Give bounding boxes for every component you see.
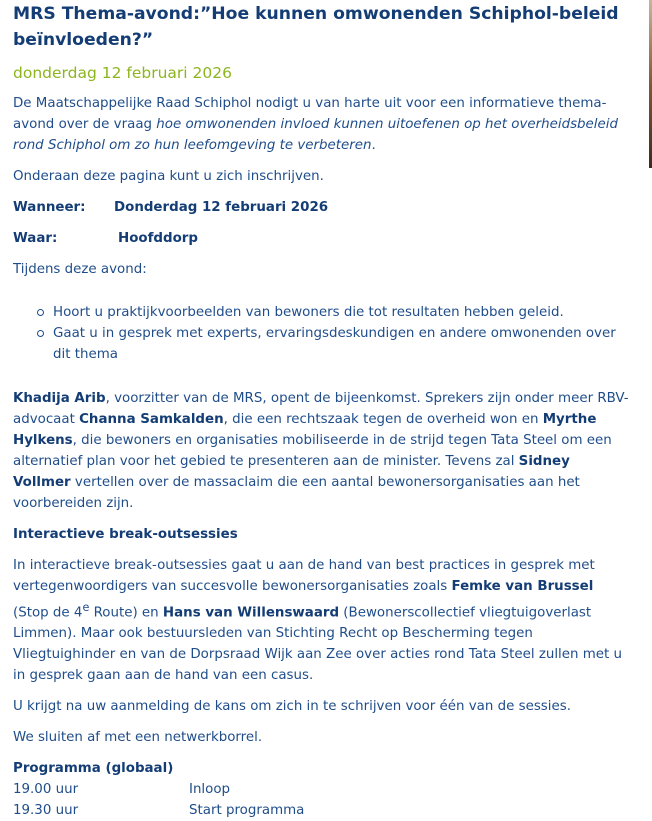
where-row [13,228,631,249]
intro-emphasis: hoe omwonenden invloed kunnen uitoefenen op het overheidsbeleid rond Schiphol om zo hun leefomgeving te verbeteren [13,117,618,153]
when-value: Donderdag 12 februari 2026 [114,200,329,215]
when-label: Wanneer: [13,200,86,215]
breakout-text: (Stop de 4 [13,605,83,621]
closing-note: We sluiten af met een netwerkborrel. [13,730,263,746]
program-item: Start programma [189,803,305,819]
page-title: MRS Thema-avond:”Hoe kunnen omwonenden Schiphol-beleid beïnvloeden?” [13,4,619,50]
speakers-paragraph [13,388,631,514]
speaker-name: Myrthe Hylkens [13,412,597,448]
during-intro: Tijdens deze avond: [13,262,147,277]
where-label: Waar: [13,231,58,246]
intro-paragraph [13,93,631,156]
signup-note: Onderaan deze pagina kunt u zich inschrijven. [13,169,324,184]
list-item: Hoort u praktijkvoorbeelden van bewoners die tot resultaten hebben geleid. [53,302,631,323]
intro-text: De Maatschappelijke Raad Schiphol nodigt u van harte uit voor een informatieve thema-avond over de vraag [13,96,607,132]
article [13,0,631,821]
speakers-text: , voorzitter van de MRS, opent de bijeenkomst. Sprekers zijn onder meer RBV-advocaat [13,391,629,427]
register-note: U krijgt na uw aanmelding de kans om zich in te schrijven voor één van de sessies. [13,699,571,715]
contact-name: Femke van Brussel [451,579,594,594]
speaker-name: Channa Samkalden [79,412,224,427]
program-item: Inloop [189,782,231,798]
intro-end: . [371,138,376,153]
program-time: 19.00 uur [13,782,79,798]
speakers-text: , die een rechtszaak tegen de overheid won en [223,412,543,427]
program-heading: Programma (globaal) [13,761,174,777]
speakers-text: vertellen over de massaclaim die een aantal bewonersorganisaties aan het voorbereiden zijn. [13,475,580,511]
program-row [13,800,631,821]
breakout-heading: Interactieve break-outsessies [13,527,238,542]
breakout-paragraph [13,555,631,686]
program-time: 19.30 uur [13,803,79,819]
contact-name: Hans van Willenswaard [162,605,340,621]
program-row [13,779,631,800]
when-row [13,197,631,218]
speakers-text: , die bewoners en organisaties mobiliseerde in de strijd tegen Tata Steel om een alternatief plan voor het gebied te presenteren aan de minister. Tevens zal [13,433,612,469]
breakout-text: (Bewonerscollectief vliegtuigoverlast Limmen). Maar ook bestuursleden van Stichting Recht op Bescherming tegen Vliegtuighinder en van de Dorpsraad Wijk aan Zee over acties rond Tata Steel zullen met u in gesprek gaan aan de hand van een casus. [13,605,623,684]
superscript: e [82,601,90,614]
where-value: Hoofddorp [118,231,198,246]
list-item: Gaat u in gesprek met experts, ervaringsdeskundigen en andere omwonenden over dit thema [53,323,631,365]
breakout-text: Route) en [89,605,163,621]
speaker-name: Khadija Arib [13,391,106,406]
breakout-text: In interactieve break-outsessies gaat u aan de hand van best practices in gesprek met vertegenwoordigers van succesvolle bewonersorganisaties zoals [13,558,595,594]
speaker-name: Sidney Vollmer [13,454,570,490]
bullet-list [13,302,631,365]
event-date: donderdag 12 februari 2026 [13,64,232,82]
